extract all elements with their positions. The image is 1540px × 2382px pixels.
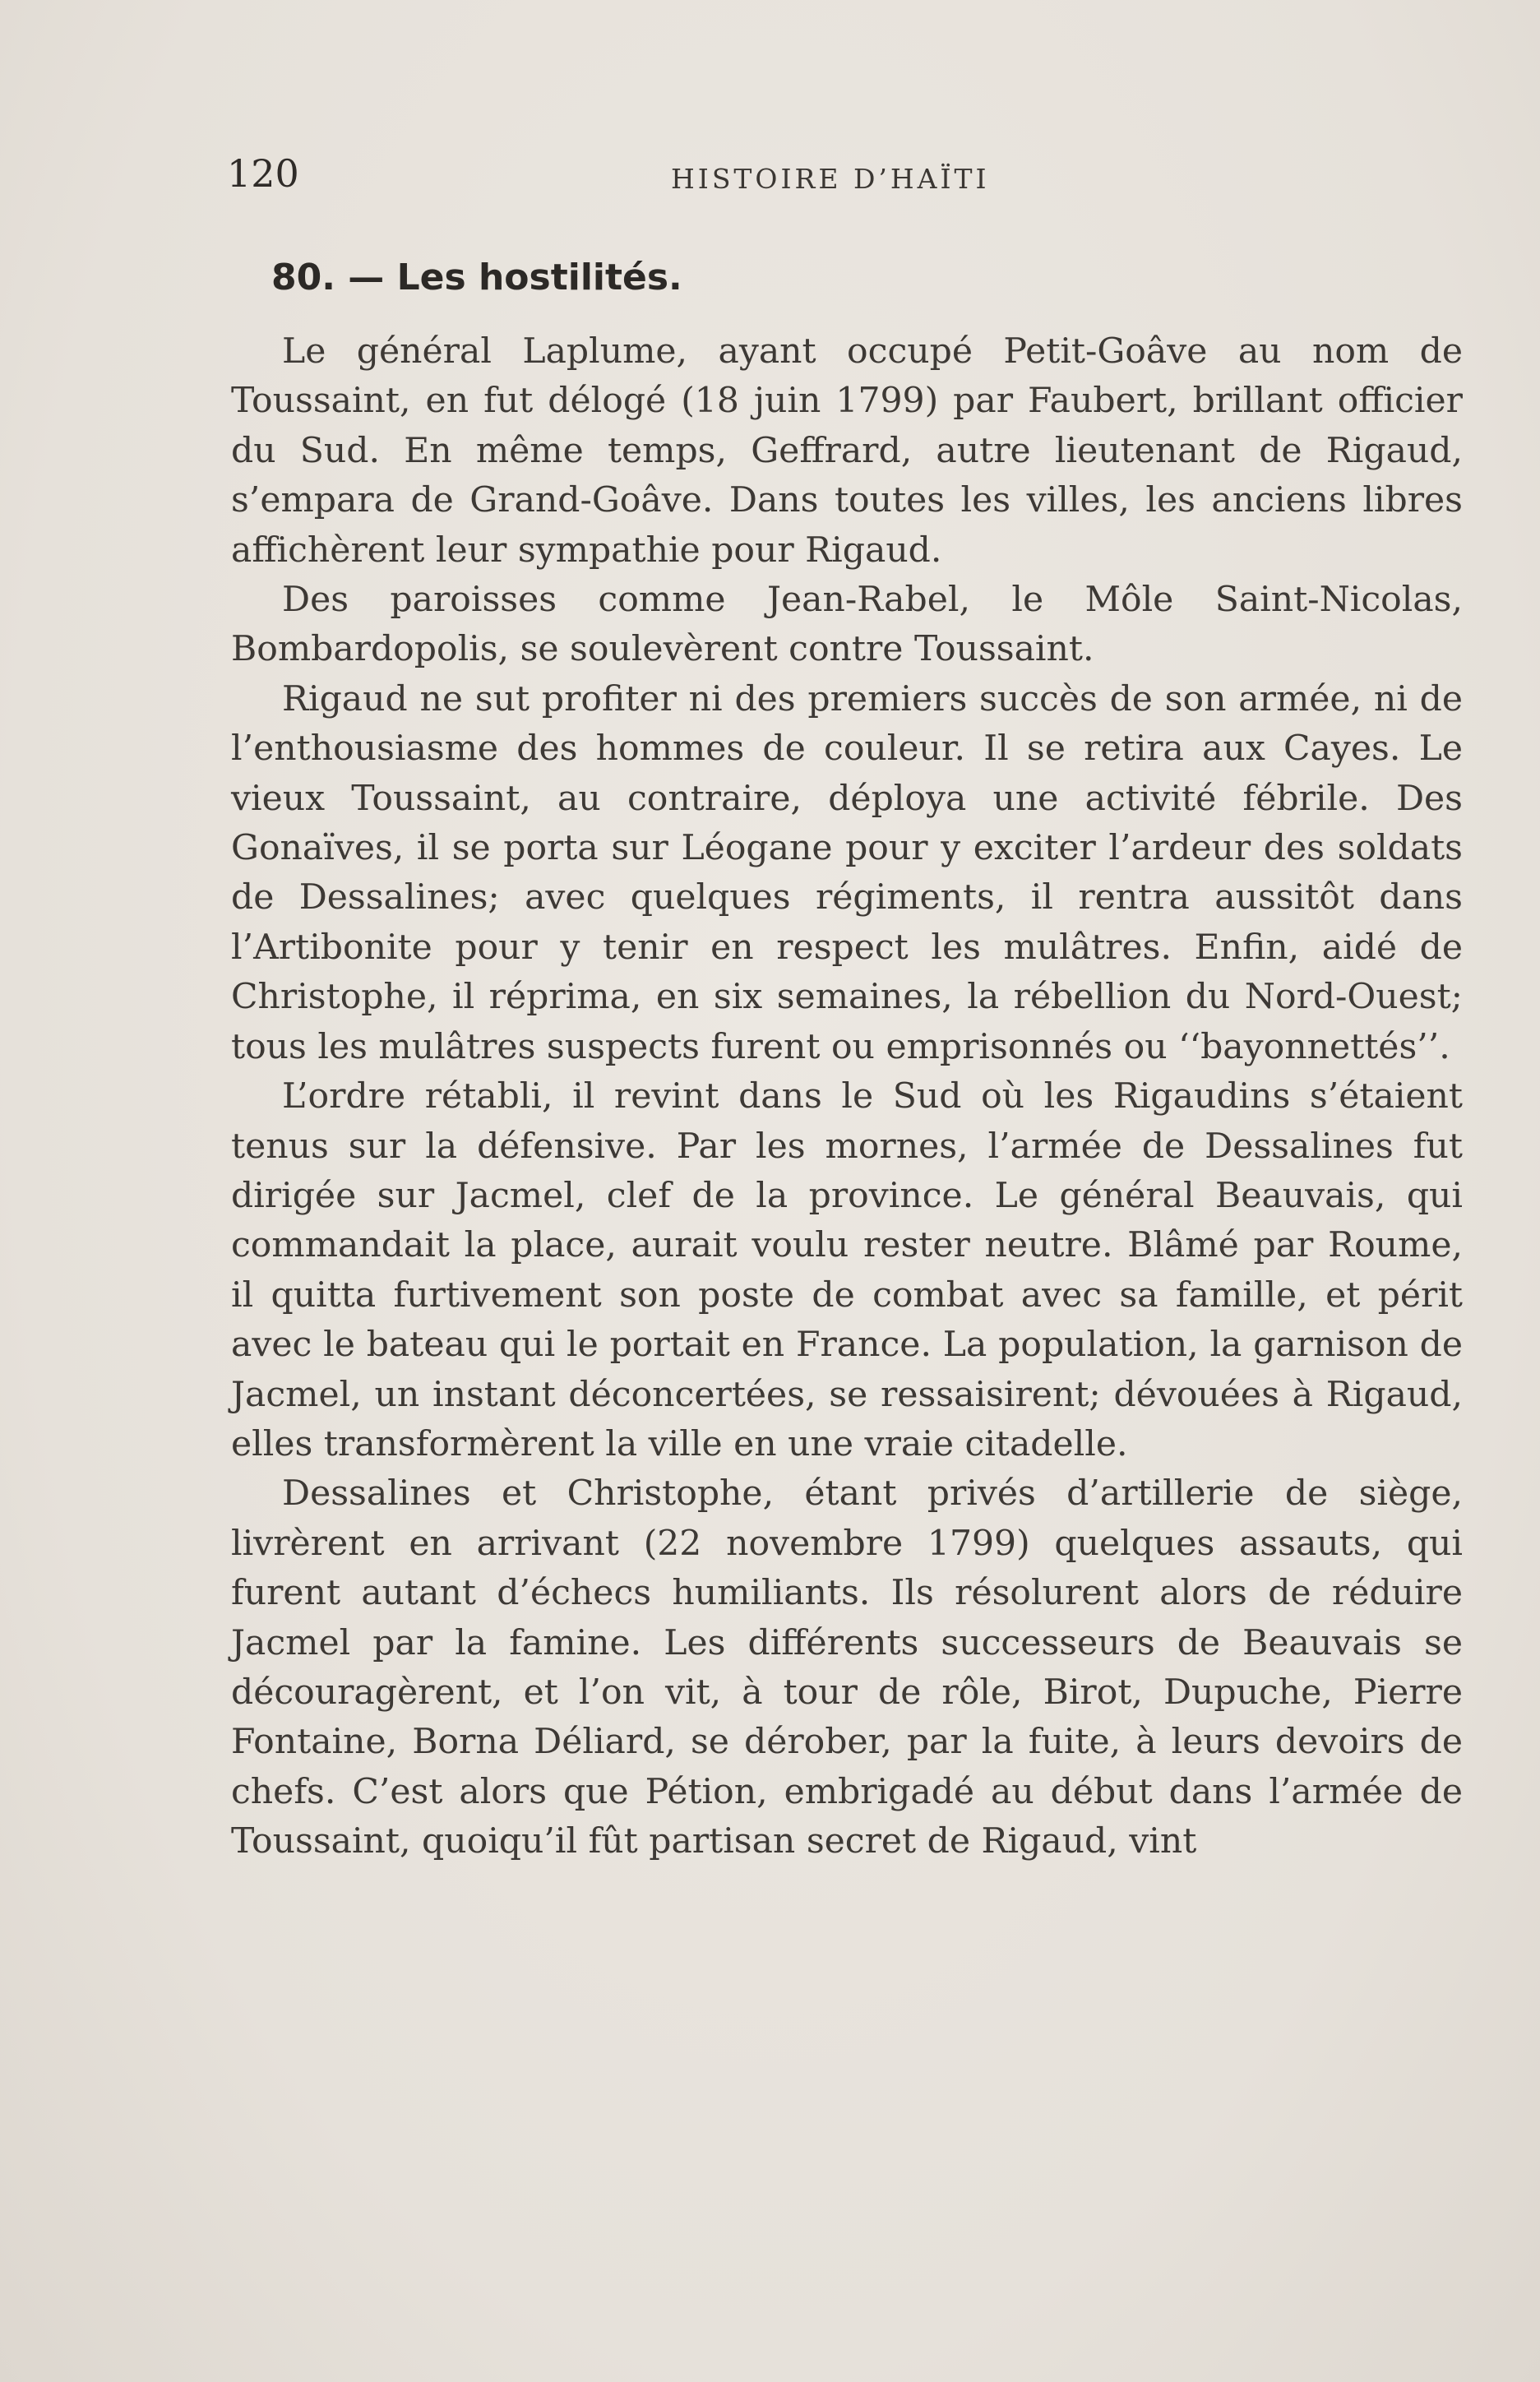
section-heading: 80. — Les hostilités. xyxy=(271,257,682,298)
running-title: HISTOIRE D’HAÏTI xyxy=(671,163,990,195)
page-number: 120 xyxy=(227,151,299,196)
paragraph: Dessalines et Christophe, étant privés d’artillerie de siège, livrèrent en arrivant (22 novembre 1799) quelques assauts, qui furent autant d’échecs humiliants. Ils résolurent alors de réduire Jacmel par la famine. Les différents successeurs de Beauvais se découragèrent, et l’on vit, à tour de rôle, Birot, Dupuche, Pierre Fontaine, Borna Déliard, se dérober, par la fuite, à leurs devoirs de chefs. C’est alors que Pétion, embrigadé au début dans l’armée de Toussaint, quoiqu’il fût partisan secret de Rigaud, vint xyxy=(231,1473,1463,1862)
paragraph: L’ordre rétabli, il revint dans le Sud où les Rigaudins s’étaient tenus sur la défensive. Par les mornes, l’armée de Dessalines fut dirigée sur Jacmel, clef de la province. Le général Beauvais, qui commandait la place, aurait voulu rester neutre. Blâmé par Roume, il quitta furtivement son poste de combat avec sa famille, et périt avec le bateau qui le portait en France. La population, la garnison de Jacmel, un instant déconcertées, se ressaisirent; dévouées à Rigaud, elles transformèrent la ville en une vraie citadelle. xyxy=(231,1076,1463,1464)
paragraph: Rigaud ne sut profiter ni des premiers succès de son armée, ni de l’enthousiasme des hommes de couleur. Il se retira aux Cayes. Le vieux Toussaint, au contraire, déploya une activité fébrile. Des Gonaïves, il se porta sur Léogane pour y exciter l’ardeur des soldats de Dessalines; avec quelques régiments, il rentra aussitôt dans l’Artibonite pour y tenir en respect les mulâtres. Enfin, aidé de Christophe, il réprima, en six semaines, la rébellion du Nord-Ouest; tous les mulâtres suspects furent ou emprisonnés ou ‘‘bayonnettés’’. xyxy=(231,678,1463,1067)
page-header xyxy=(227,151,1460,201)
paragraph: Des paroisses comme Jean-Rabel, le Môle Saint-Nicolas, Bombardopolis, se soulevèrent contre Toussaint. xyxy=(231,580,1463,670)
paragraph: Le général Laplume, ayant occupé Petit-Goâve au nom de Toussaint, en fut délogé (18 juin 1799) par Faubert, brillant officier du Sud. En même temps, Geffrard, autre lieutenant de Rigaud, s’empara de Grand-Goâve. Dans toutes les villes, les anciens libres affichèrent leur sympathie pour Rigaud. xyxy=(231,331,1463,571)
body-text xyxy=(231,327,1463,1867)
